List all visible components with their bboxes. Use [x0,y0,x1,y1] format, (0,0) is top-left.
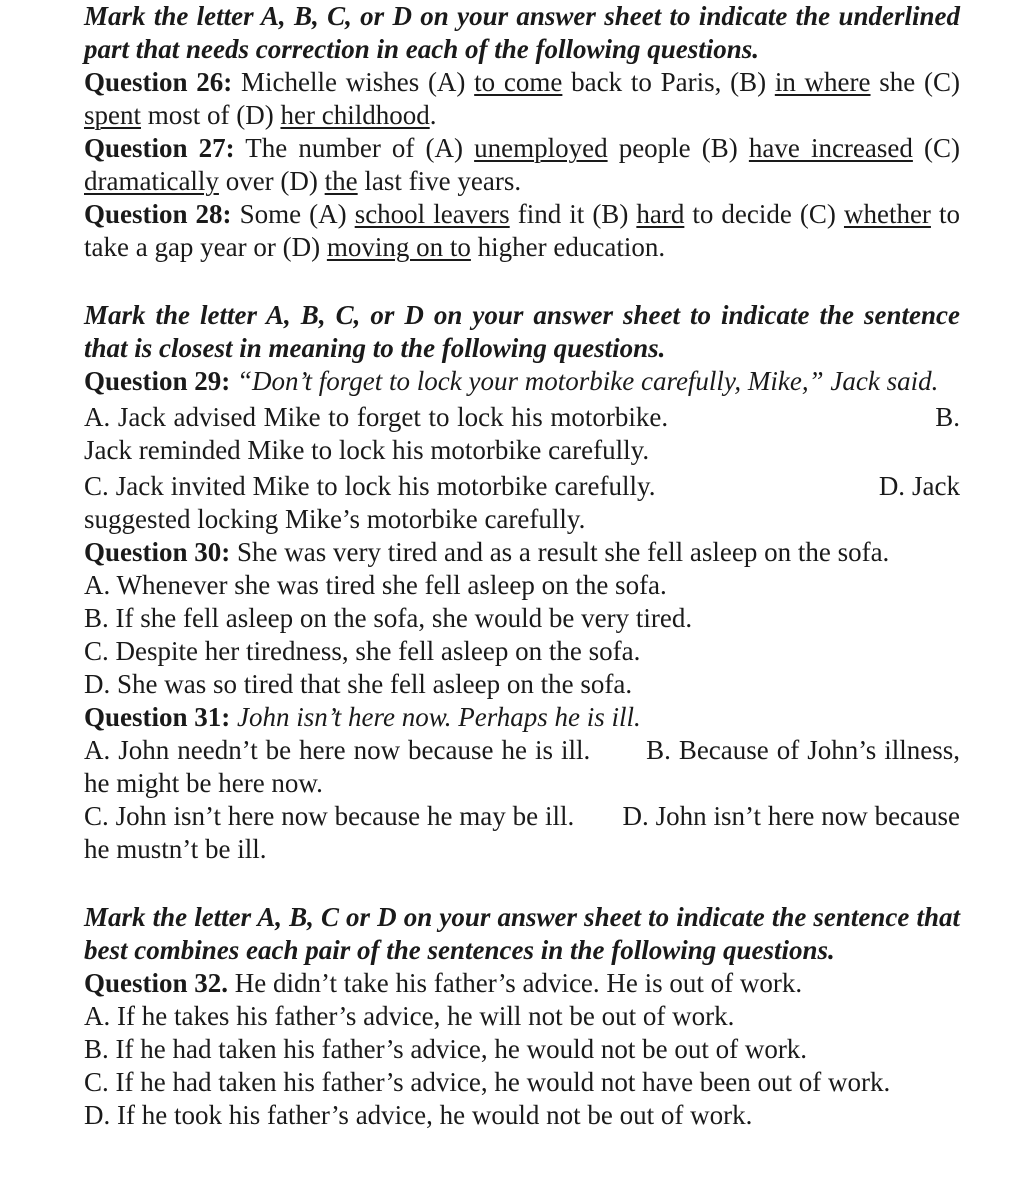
question-stem: He didn’t take his father’s advice. He is out of work. [234,968,803,998]
option-d: D. John isn’t here now because he mustn’t be ill. [84,801,961,864]
underlined-option-a: to come [474,67,563,97]
option-d: D. If he took his father’s advice, he would not be out of work. [84,1100,753,1130]
option-pair [84,800,960,866]
question-stem: She was very tired and as a result she fell asleep on the sofa. [237,537,890,567]
underlined-option-b: have increased [748,133,913,163]
option-a: A. Jack advised Mike to forget to lock his motorbike. [84,402,669,432]
underlined-option-a: school leavers [354,199,510,229]
question-label: Question 26: [84,67,233,97]
question-stem: “Don’t forget to lock your motorbike carefully, Mike,” Jack said. [237,366,939,396]
underlined-option-b: hard [636,199,685,229]
question-label: Question 31: [84,702,231,732]
question-label: Question 29: [84,366,231,396]
option-pair [84,734,960,800]
question-text: Some (A) [239,199,355,229]
question-text: find it (B) [509,199,637,229]
underlined-option-b: in where [774,67,871,97]
option-a: A. Whenever she was tired she fell asleep on the sofa. [84,570,667,600]
underlined-option-c: dramatically [84,166,219,196]
question-text: people (B) [607,133,749,163]
question-31 [84,701,960,734]
question-32 [84,967,960,1000]
underlined-option-d: the [324,166,358,196]
question-text: to decide (C) [684,199,844,229]
underlined-option-d: her childhood [280,100,430,130]
option-b: B. Jack reminded Mike to lock his motorbike carefully. [84,402,960,465]
option-c: C. John isn’t here now because he may be ill. [84,801,575,831]
question-text: The number of (A) [245,133,475,163]
question-text: most of (D) [141,100,281,130]
section-2-instruction: Mark the letter A, B, C, or D on your answer sheet to indicate the sentence that is closest in meaning to the following questions. [84,300,960,363]
option-a: A. John needn’t be here now because he is ill. [84,735,591,765]
underlined-option-c: spent [84,100,141,130]
section-error-identification [84,0,960,264]
underlined-option-a: unemployed [474,133,608,163]
question-text: last five years. [357,166,522,196]
question-text: higher education. [470,232,666,262]
question-text: to take a gap year or (D) [84,199,960,262]
question-text: Michelle wishes (A) [241,67,475,97]
question-26 [84,66,960,132]
section-sentence-combination [84,901,960,1132]
option-c: C. Despite her tiredness, she fell asleep on the sofa. [84,636,641,666]
underlined-option-d: moving on to [326,232,471,262]
option-d: D. She was so tired that she fell asleep on the sofa. [84,669,633,699]
section-closest-meaning [84,299,960,866]
question-text: back to Paris, (B) [562,67,775,97]
option-pair [84,398,960,467]
question-30 [84,536,960,569]
option-d: D. Jack suggested locking Mike’s motorbike carefully. [84,471,961,534]
option-a: A. If he takes his father’s advice, he will not be out of work. [84,1001,735,1031]
question-label: Question 32. [84,968,229,998]
question-stem: John isn’t here now. Perhaps he is ill. [237,702,641,732]
question-label: Question 28: [84,199,232,229]
underlined-option-c: whether [843,199,931,229]
question-29 [84,365,960,398]
section-1-instruction: Mark the letter A, B, C, or D on your answer sheet to indicate the underlined part that needs correction in each of the following questions. [84,1,960,64]
option-c: C. If he had taken his father’s advice, he would not have been out of work. [84,1067,891,1097]
option-b: B. If she fell asleep on the sofa, she would be very tired. [84,603,693,633]
question-text: (C) [912,133,960,163]
question-label: Question 27: [84,133,235,163]
question-label: Question 30: [84,537,231,567]
option-b: B. If he had taken his father’s advice, he would not be out of work. [84,1034,808,1064]
question-text: she (C) [870,67,960,97]
option-b: B. Because of John’s illness, he might be here now. [84,735,960,798]
question-text: over (D) [218,166,325,196]
question-27 [84,132,960,198]
question-text: . [429,100,437,130]
option-c: C. Jack invited Mike to lock his motorbike carefully. [84,471,656,501]
question-28 [84,198,960,264]
option-pair [84,467,960,536]
section-3-instruction: Mark the letter A, B, C or D on your answer sheet to indicate the sentence that best combines each pair of the sentences in the following questions. [84,902,960,965]
